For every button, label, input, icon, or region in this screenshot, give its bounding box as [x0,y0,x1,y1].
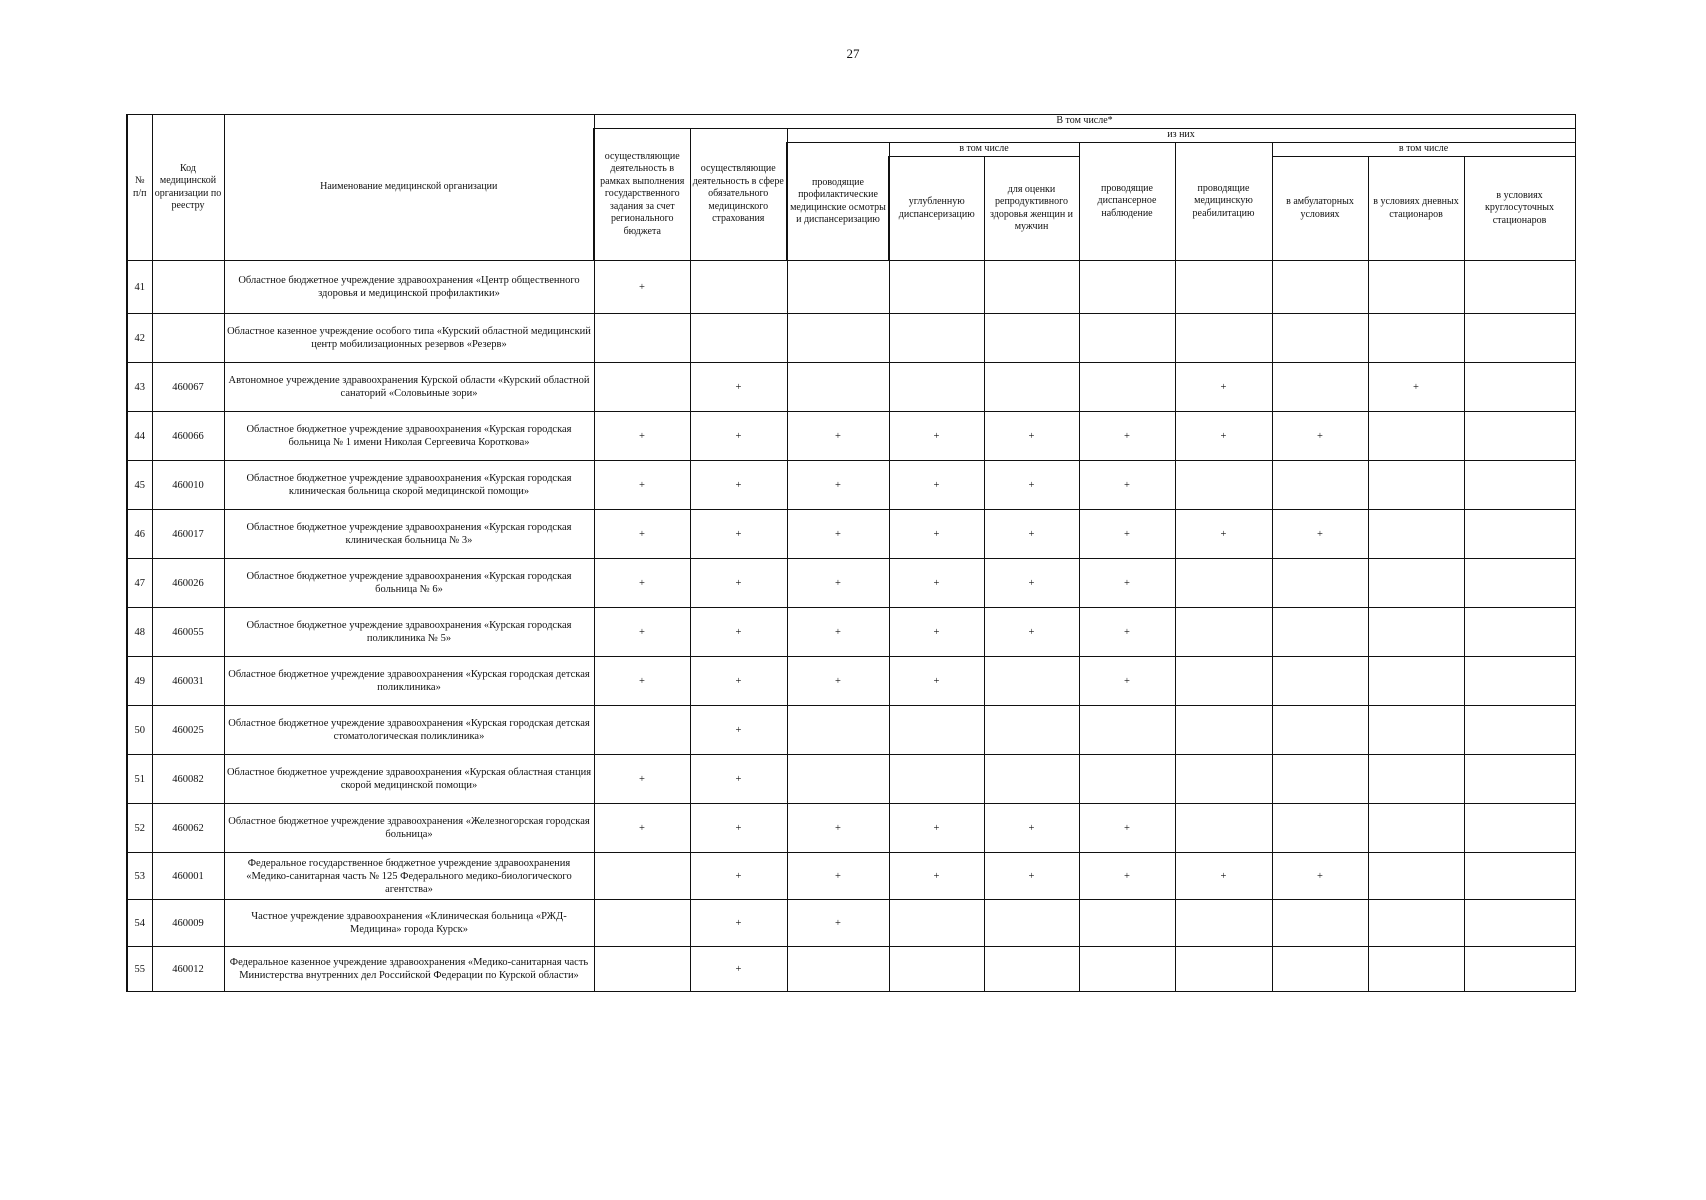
row-mark-cell: + [787,853,889,900]
row-mark-cell [1368,412,1464,461]
row-mark-cell [1368,510,1464,559]
row-mark-cell [889,755,984,804]
row-mark-cell: + [1079,804,1175,853]
row-number: 48 [127,608,152,657]
table-row [127,947,1575,992]
row-mark-cell: + [690,510,787,559]
row-mark-cell [1368,608,1464,657]
row-number: 55 [127,947,152,992]
row-mark-cell [1464,559,1575,608]
row-mark-cell: + [787,510,889,559]
table-row [127,261,1575,314]
table-row [127,412,1575,461]
row-mark-cell [787,755,889,804]
table-row [127,900,1575,947]
row-mark-cell: + [1272,853,1368,900]
registry-table-container [126,114,1576,992]
row-mark-cell: + [594,608,690,657]
row-mark-cell: + [690,559,787,608]
row-mark-cell [984,261,1079,314]
header-code: Код медицинской организации по реестру [152,115,224,261]
table-row [127,608,1575,657]
row-organization-name: Областное бюджетное учреждение здравоохранения «Курская городская детская поликлиника» [224,657,594,706]
row-mark-cell [1272,706,1368,755]
row-mark-cell [1368,947,1464,992]
row-mark-cell: + [690,461,787,510]
row-mark-cell: + [594,657,690,706]
row-mark-cell [1272,363,1368,412]
row-organization-name: Автономное учреждение здравоохранения Курской области «Курский областной санаторий «Соловьиные зори» [224,363,594,412]
row-mark-cell [984,947,1079,992]
row-mark-cell [1464,363,1575,412]
row-mark-cell [984,657,1079,706]
row-mark-cell [787,261,889,314]
row-mark-cell [1079,363,1175,412]
row-mark-cell [1175,261,1272,314]
header-ambulatory: в амбулаторных условиях [1272,157,1368,261]
row-mark-cell: + [1272,510,1368,559]
row-mark-cell: + [690,853,787,900]
row-mark-cell: + [1368,363,1464,412]
row-code: 460017 [152,510,224,559]
row-mark-cell: + [690,755,787,804]
row-mark-cell [1272,461,1368,510]
row-organization-name: Областное бюджетное учреждение здравоохранения «Курская городская клиническая больница № 3» [224,510,594,559]
row-mark-cell: + [1175,510,1272,559]
row-organization-name: Областное бюджетное учреждение здравоохранения «Железногорская городская больница» [224,804,594,853]
row-mark-cell: + [787,608,889,657]
row-number: 47 [127,559,152,608]
medical-organizations-table [126,114,1576,992]
row-mark-cell [1464,314,1575,363]
row-mark-cell: + [984,412,1079,461]
row-mark-cell [1464,706,1575,755]
row-number: 53 [127,853,152,900]
row-mark-cell: + [1079,657,1175,706]
row-mark-cell [1079,947,1175,992]
row-mark-cell [1079,900,1175,947]
row-mark-cell [984,363,1079,412]
row-mark-cell [1175,947,1272,992]
row-number: 44 [127,412,152,461]
row-mark-cell: + [1079,853,1175,900]
header-oms: осуществляющие деятельность в сфере обязательного медицинского страхования [690,129,787,261]
row-mark-cell [1464,412,1575,461]
row-number: 45 [127,461,152,510]
row-mark-cell: + [787,461,889,510]
row-number: 50 [127,706,152,755]
row-mark-cell: + [690,363,787,412]
row-number: 42 [127,314,152,363]
row-number: 51 [127,755,152,804]
row-mark-cell [1368,755,1464,804]
table-row [127,755,1575,804]
row-organization-name: Областное бюджетное учреждение здравоохранения «Курская городская больница № 1 имени Николая Сергеевича Короткова» [224,412,594,461]
row-code: 460009 [152,900,224,947]
row-mark-cell: + [889,853,984,900]
row-mark-cell [1175,559,1272,608]
row-mark-cell: + [889,657,984,706]
row-mark-cell [1464,461,1575,510]
row-mark-cell: + [1272,412,1368,461]
row-mark-cell: + [984,559,1079,608]
row-mark-cell [1272,657,1368,706]
row-mark-cell [889,363,984,412]
row-code: 460025 [152,706,224,755]
row-mark-cell: + [1079,461,1175,510]
row-mark-cell [1464,900,1575,947]
row-mark-cell [1272,559,1368,608]
row-code: 460010 [152,461,224,510]
row-mark-cell [1175,900,1272,947]
row-mark-cell [1272,947,1368,992]
row-mark-cell [984,314,1079,363]
row-mark-cell: + [1175,853,1272,900]
row-mark-cell [1272,900,1368,947]
row-mark-cell [594,363,690,412]
row-mark-cell [1464,853,1575,900]
row-mark-cell: + [984,608,1079,657]
row-mark-cell: + [984,853,1079,900]
table-row [127,706,1575,755]
row-mark-cell [1464,261,1575,314]
row-number: 52 [127,804,152,853]
row-mark-cell [594,947,690,992]
row-mark-cell [1079,261,1175,314]
row-mark-cell [1368,657,1464,706]
table-row [127,363,1575,412]
row-mark-cell [1368,559,1464,608]
row-mark-cell: + [889,461,984,510]
row-mark-cell [1272,804,1368,853]
row-mark-cell: + [594,412,690,461]
table-row [127,657,1575,706]
row-mark-cell [1368,853,1464,900]
row-mark-cell: + [1079,510,1175,559]
header-num: № п/п [127,115,152,261]
row-mark-cell [1175,461,1272,510]
row-number: 43 [127,363,152,412]
header-including: В том числе* [594,115,1575,129]
row-code: 460026 [152,559,224,608]
row-mark-cell: + [690,706,787,755]
row-organization-name: Областное казенное учреждение особого типа «Курский областной медицинский центр мобилизационных резервов «Резерв» [224,314,594,363]
row-mark-cell: + [690,608,787,657]
table-row [127,559,1575,608]
row-number: 49 [127,657,152,706]
row-mark-cell: + [594,755,690,804]
row-mark-cell [594,900,690,947]
row-mark-cell: + [787,804,889,853]
row-mark-cell: + [984,804,1079,853]
row-mark-cell [889,947,984,992]
row-mark-cell: + [690,412,787,461]
row-mark-cell: + [889,559,984,608]
row-mark-cell [787,314,889,363]
row-mark-cell [1079,706,1175,755]
row-number: 54 [127,900,152,947]
row-code: 460001 [152,853,224,900]
row-mark-cell [1368,261,1464,314]
row-mark-cell [889,261,984,314]
row-mark-cell [1272,755,1368,804]
row-mark-cell [690,261,787,314]
row-mark-cell: + [594,559,690,608]
row-mark-cell: + [1175,363,1272,412]
row-mark-cell [1272,608,1368,657]
row-mark-cell [1368,314,1464,363]
row-organization-name: Федеральное казенное учреждение здравоохранения «Медико-санитарная часть Министерства внутренних дел Российской Федерации по Курской области» [224,947,594,992]
row-mark-cell: + [889,804,984,853]
row-mark-cell: + [984,461,1079,510]
row-organization-name: Областное бюджетное учреждение здравоохранения «Курская городская поликлиника № 5» [224,608,594,657]
row-mark-cell [1272,314,1368,363]
row-mark-cell [889,900,984,947]
row-organization-name: Областное бюджетное учреждение здравоохранения «Центр общественного здоровья и медицинской профилактики» [224,261,594,314]
row-mark-cell [594,706,690,755]
row-mark-cell [1175,608,1272,657]
row-mark-cell [1272,261,1368,314]
row-mark-cell [594,314,690,363]
row-mark-cell: + [594,510,690,559]
row-mark-cell [690,314,787,363]
header-including-a: в том числе [889,143,1079,157]
row-organization-name: Областное бюджетное учреждение здравоохранения «Курская городская больница № 6» [224,559,594,608]
row-mark-cell: + [594,461,690,510]
row-mark-cell: + [787,559,889,608]
row-mark-cell [1079,314,1175,363]
header-dispensary: проводящие диспансерное наблюдение [1079,143,1175,261]
row-code: 460055 [152,608,224,657]
row-mark-cell: + [594,261,690,314]
row-mark-cell: + [690,657,787,706]
row-mark-cell: + [690,900,787,947]
row-organization-name: Областное бюджетное учреждение здравоохранения «Курская городская детская стоматологическая поликлиника» [224,706,594,755]
row-mark-cell [984,900,1079,947]
row-mark-cell: + [889,412,984,461]
row-mark-cell: + [984,510,1079,559]
header-day-hospital: в условиях дневных стационаров [1368,157,1464,261]
row-number: 41 [127,261,152,314]
row-mark-cell [787,706,889,755]
row-code: 460012 [152,947,224,992]
row-mark-cell [1175,804,1272,853]
table-row [127,461,1575,510]
row-mark-cell [1368,706,1464,755]
row-mark-cell: + [1079,412,1175,461]
header-round-hospital: в условиях круглосуточных стационаров [1464,157,1575,261]
row-code: 460062 [152,804,224,853]
row-mark-cell [1175,706,1272,755]
row-mark-cell [984,706,1079,755]
row-organization-name: Областное бюджетное учреждение здравоохранения «Курская городская клиническая больница скорой медицинской помощи» [224,461,594,510]
row-mark-cell [1368,461,1464,510]
row-organization-name: Частное учреждение здравоохранения «Клиническая больница «РЖД-Медицина» города Курск» [224,900,594,947]
row-mark-cell [889,706,984,755]
row-mark-cell [1368,804,1464,853]
row-mark-cell [1079,755,1175,804]
row-code [152,261,224,314]
row-mark-cell: + [594,804,690,853]
row-mark-cell [1175,314,1272,363]
row-mark-cell [1464,657,1575,706]
table-row [127,510,1575,559]
header-rehabilitation: проводящие медицинскую реабилитацию [1175,143,1272,261]
row-mark-cell: + [1175,412,1272,461]
row-mark-cell: + [787,900,889,947]
row-mark-cell [1464,804,1575,853]
row-mark-cell [1175,657,1272,706]
row-organization-name: Федеральное государственное бюджетное учреждение здравоохранения «Медико-санитарная часть № 125 Федерального медико-биологического агентства» [224,853,594,900]
table-row [127,853,1575,900]
row-mark-cell [1175,755,1272,804]
row-mark-cell [787,947,889,992]
row-code [152,314,224,363]
header-including-b: в том числе [1272,143,1575,157]
row-code: 460066 [152,412,224,461]
row-mark-cell [787,363,889,412]
row-mark-cell: + [889,510,984,559]
row-mark-cell: + [787,412,889,461]
table-row [127,314,1575,363]
row-mark-cell [1464,947,1575,992]
row-code: 460082 [152,755,224,804]
row-organization-name: Областное бюджетное учреждение здравоохранения «Курская областная станция скорой медицинской помощи» [224,755,594,804]
row-mark-cell [1464,755,1575,804]
row-mark-cell: + [1079,559,1175,608]
row-mark-cell: + [889,608,984,657]
row-mark-cell [1464,510,1575,559]
row-mark-cell [594,853,690,900]
row-number: 46 [127,510,152,559]
table-row [127,804,1575,853]
row-code: 460067 [152,363,224,412]
page-number: 27 [846,46,860,61]
header-of-them: из них [787,129,1575,143]
header-name: Наименование медицинской организации [224,115,594,261]
row-mark-cell: + [1079,608,1175,657]
row-mark-cell [984,755,1079,804]
row-mark-cell: + [787,657,889,706]
row-mark-cell [889,314,984,363]
row-mark-cell: + [690,947,787,992]
row-mark-cell [1368,900,1464,947]
header-reproductive-health: для оценки репродуктивного здоровья женщин и мужчин [984,157,1079,261]
header-prophylactic: проводящие профилактические медицинские осмотры и диспансеризацию [787,143,889,261]
row-code: 460031 [152,657,224,706]
header-state-task: осуществляющие деятельность в рамках выполнения государственного задания за счет регионального бюджета [594,129,690,261]
header-deep-dispensarization: углубленную диспансеризацию [889,157,984,261]
row-mark-cell [1464,608,1575,657]
row-mark-cell: + [690,804,787,853]
